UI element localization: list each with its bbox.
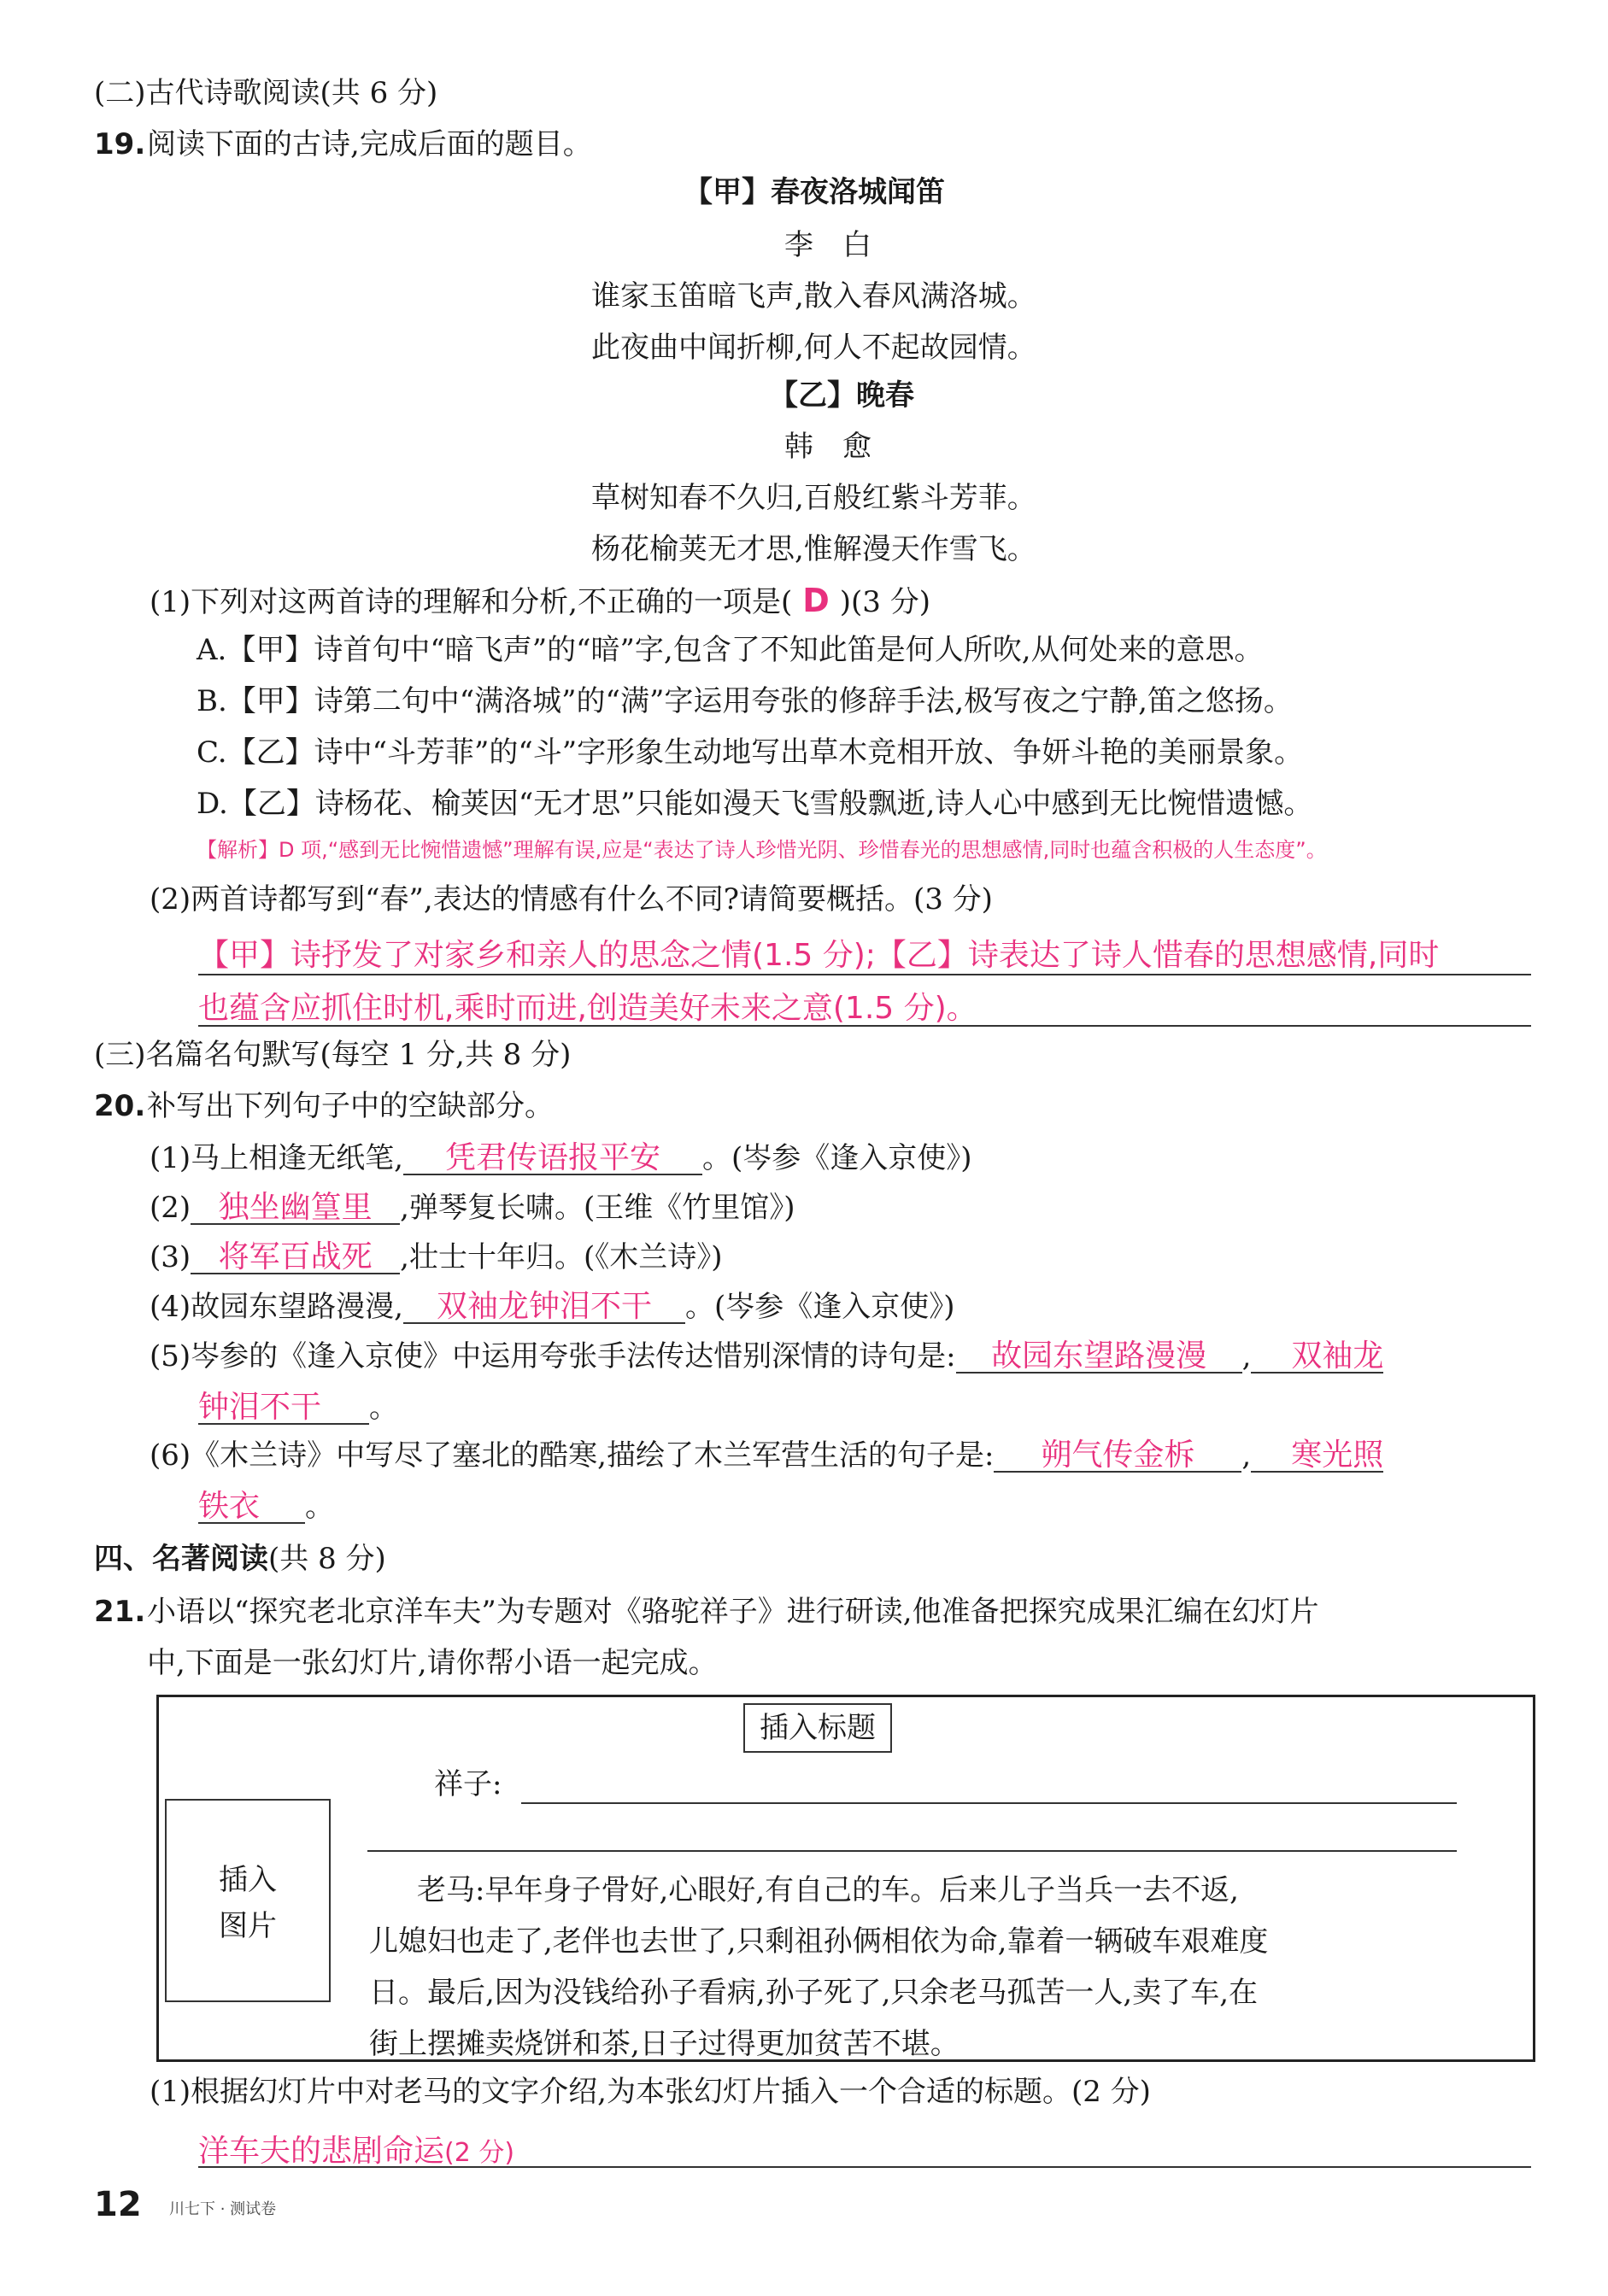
recite-item-6-comma: , bbox=[1241, 1438, 1252, 1473]
xiangzi-answer-line bbox=[367, 1850, 1457, 1852]
option-b: B.【甲】诗第二句中“满洛城”的“满”字运用夸张的修辞手法,极写夜之宁静,笛之悠扬。 bbox=[197, 684, 1293, 718]
recite-item-4-post: 。(岑参《逢入京使》) bbox=[684, 1290, 955, 1324]
xiangzi-label: 祥子: bbox=[434, 1767, 502, 1801]
poem-a-title: 【甲】春夜洛城闻笛 bbox=[684, 175, 945, 209]
recite-item-6-answer-1: 朔气传金柝 bbox=[994, 1440, 1241, 1473]
recite-item-6 bbox=[150, 1440, 1383, 1473]
option-a: A.【甲】诗首句中“暗飞声”的“暗”字,包含了不知此笛是何人所吹,从何处来的意思。 bbox=[197, 633, 1264, 667]
option-d: D.【乙】诗杨花、榆荚因“无才思”只能如漫天飞雪般飘逝,诗人心中感到无比惋惜遗憾。 bbox=[197, 787, 1313, 821]
section-header-recitation: (三)名篇名句默写(每空 1 分,共 8 分) bbox=[94, 1038, 572, 1072]
poem-a-line1: 谁家玉笛暗飞声,散入春风满洛城。 bbox=[591, 279, 1036, 313]
recite-item-1-answer: 凭君传语报平安 bbox=[403, 1143, 702, 1175]
recite-item-5-answer-2b: 钟泪不干 bbox=[198, 1392, 369, 1425]
answer-underline bbox=[198, 2166, 1531, 2168]
recite-item-6-answer-2b: 铁衣 bbox=[198, 1491, 305, 1524]
footer-label: 川七下 · 测试卷 bbox=[169, 2200, 277, 2218]
recite-item-6-cont bbox=[198, 1491, 334, 1524]
recite-item-1-post: 。(岑参《逢入京使》) bbox=[701, 1141, 972, 1175]
recite-item-6-pre: (6)《木兰诗》中写尽了塞北的酷寒,描绘了木兰军营生活的句子是: bbox=[150, 1438, 995, 1473]
recite-item-6-answer-2a: 寒光照 bbox=[1251, 1440, 1383, 1473]
section4-header-title: 四、名著阅读 bbox=[94, 1542, 268, 1576]
slide-title-box: 插入标题 bbox=[743, 1703, 892, 1753]
recite-item-2 bbox=[150, 1192, 795, 1225]
image-placeholder-line1: 插入 bbox=[219, 1863, 277, 1897]
question-21-line1: 小语以“探究老北京洋车夫”为专题对《骆驼祥子》进行研读,他准备把探究成果汇编在幻灯片 bbox=[147, 1595, 1319, 1629]
xiangzi-answer-line bbox=[521, 1802, 1457, 1804]
question-number-21: 21. bbox=[94, 1595, 146, 1629]
question-number-19: 19. bbox=[94, 127, 146, 161]
question-number-20: 20. bbox=[94, 1089, 146, 1123]
section-header-poetry: (二)古代诗歌阅读(共 6 分) bbox=[94, 76, 438, 110]
recite-item-5-answer-2a: 双袖龙 bbox=[1251, 1341, 1383, 1374]
recite-item-1 bbox=[150, 1140, 972, 1175]
section4-header-score: (共 8 分) bbox=[268, 1542, 386, 1576]
answer-underline bbox=[198, 1025, 1531, 1027]
section-header-classics bbox=[94, 1542, 386, 1576]
recite-item-5-cont bbox=[198, 1392, 398, 1425]
sub2-answer-line2: 也蕴含应抓住时机,乘时而进,创造美好未来之意(1.5 分)。 bbox=[198, 991, 977, 1026]
recite-item-2-answer: 独坐幽篁里 bbox=[191, 1192, 400, 1225]
recite-item-5-comma: , bbox=[1241, 1339, 1252, 1374]
image-placeholder-line2: 图片 bbox=[219, 1909, 277, 1943]
laoma-line1: 老马:早年身子骨好,心眼好,有自己的车。后来儿子当兵一去不返, bbox=[417, 1873, 1239, 1907]
sub1-stem-pre: (1)下列对这两首诗的理解和分析,不正确的一项是( bbox=[150, 585, 793, 619]
sub-question-2: (2)两首诗都写到“春”,表达的情感有什么不同?请简要概括。(3 分) bbox=[150, 882, 993, 917]
analysis-note: 【解析】D 项,“感到无比惋惜遗憾”理解有误,应是“表达了诗人珍惜光阴、珍惜春光的思想感情,同时也蕴含积极的人生态度”。 bbox=[197, 838, 1327, 862]
q21-sub1-answer-text: 洋车夫的悲剧命运 bbox=[198, 2134, 445, 2169]
recite-item-5-answer-1: 故园东望路漫漫 bbox=[956, 1341, 1242, 1374]
sub2-answer-line1: 【甲】诗抒发了对家乡和亲人的思念之情(1.5 分);【乙】诗表达了诗人惜春的思想感情,同时 bbox=[198, 938, 1440, 973]
recite-item-3-post: ,壮士十年归。(《木兰诗》) bbox=[400, 1240, 723, 1274]
page-number: 12 bbox=[94, 2185, 142, 2224]
laoma-line3: 日。最后,因为没钱给孙子看病,孙子死了,只余老马孤苦一人,卖了车,在 bbox=[369, 1976, 1259, 2010]
recite-item-4 bbox=[150, 1289, 955, 1324]
recite-item-6-post: 。 bbox=[305, 1490, 334, 1524]
answer-underline bbox=[198, 974, 1531, 975]
recite-item-5-pre: (5)岑参的《逢入京使》中运用夸张手法传达惜别深情的诗句是: bbox=[150, 1339, 956, 1374]
question-21-line2: 中,下面是一张幻灯片,请你帮小语一起完成。 bbox=[147, 1646, 718, 1680]
q21-sub-question-1: (1)根据幻灯片中对老马的文字介绍,为本张幻灯片插入一个合适的标题。(2 分) bbox=[150, 2075, 1151, 2109]
recite-item-4-answer: 双袖龙钟泪不干 bbox=[403, 1292, 685, 1324]
sub1-stem-post: )(3 分) bbox=[839, 585, 931, 619]
laoma-line4: 街上摆摊卖烧饼和茶,日子过得更加贫苦不堪。 bbox=[369, 2027, 960, 2061]
sub-question-1 bbox=[150, 584, 930, 617]
recite-item-4-pre: (4)故园东望路漫漫, bbox=[150, 1290, 403, 1324]
poem-a-line2: 此夜曲中闻折柳,何人不起故园情。 bbox=[591, 331, 1036, 365]
recite-item-5 bbox=[150, 1338, 1384, 1374]
recite-item-3-answer: 将军百战死 bbox=[191, 1242, 400, 1274]
poem-a-author: 李 白 bbox=[784, 228, 871, 262]
recite-item-2-pre: (2) bbox=[150, 1191, 191, 1225]
poem-b-line1: 草树知春不久归,百般红紫斗芳菲。 bbox=[591, 481, 1036, 515]
poem-b-title: 【乙】晚春 bbox=[769, 378, 914, 413]
recite-item-3 bbox=[150, 1239, 723, 1274]
recite-item-3-pre: (3) bbox=[150, 1240, 191, 1274]
poem-b-line2: 杨花榆荚无才思,惟解漫天作雪飞。 bbox=[591, 532, 1036, 566]
q21-sub1-answer bbox=[198, 2127, 514, 2170]
sub1-answer: D bbox=[802, 582, 830, 619]
question-19-prompt: 阅读下面的古诗,完成后面的题目。 bbox=[147, 127, 592, 161]
poem-b-author: 韩 愈 bbox=[784, 430, 871, 464]
laoma-line2: 儿媳妇也走了,老伴也去世了,只剩祖孙俩相依为命,靠着一辆破车艰难度 bbox=[369, 1924, 1269, 1959]
recite-item-2-post: ,弹琴复长啸。(王维《竹里馆》) bbox=[400, 1191, 795, 1225]
option-c: C.【乙】诗中“斗芳菲”的“斗”字形象生动地写出草木竞相开放、争妍斗艳的美丽景象。 bbox=[197, 735, 1304, 770]
q21-sub1-answer-score: (2 分) bbox=[444, 2138, 515, 2168]
question-20-prompt: 补写出下列句子中的空缺部分。 bbox=[147, 1089, 554, 1123]
recite-item-1-pre: (1)马上相逢无纸笔, bbox=[150, 1141, 403, 1175]
recite-item-5-post: 。 bbox=[369, 1391, 398, 1425]
slide-image-placeholder bbox=[165, 1799, 331, 2002]
